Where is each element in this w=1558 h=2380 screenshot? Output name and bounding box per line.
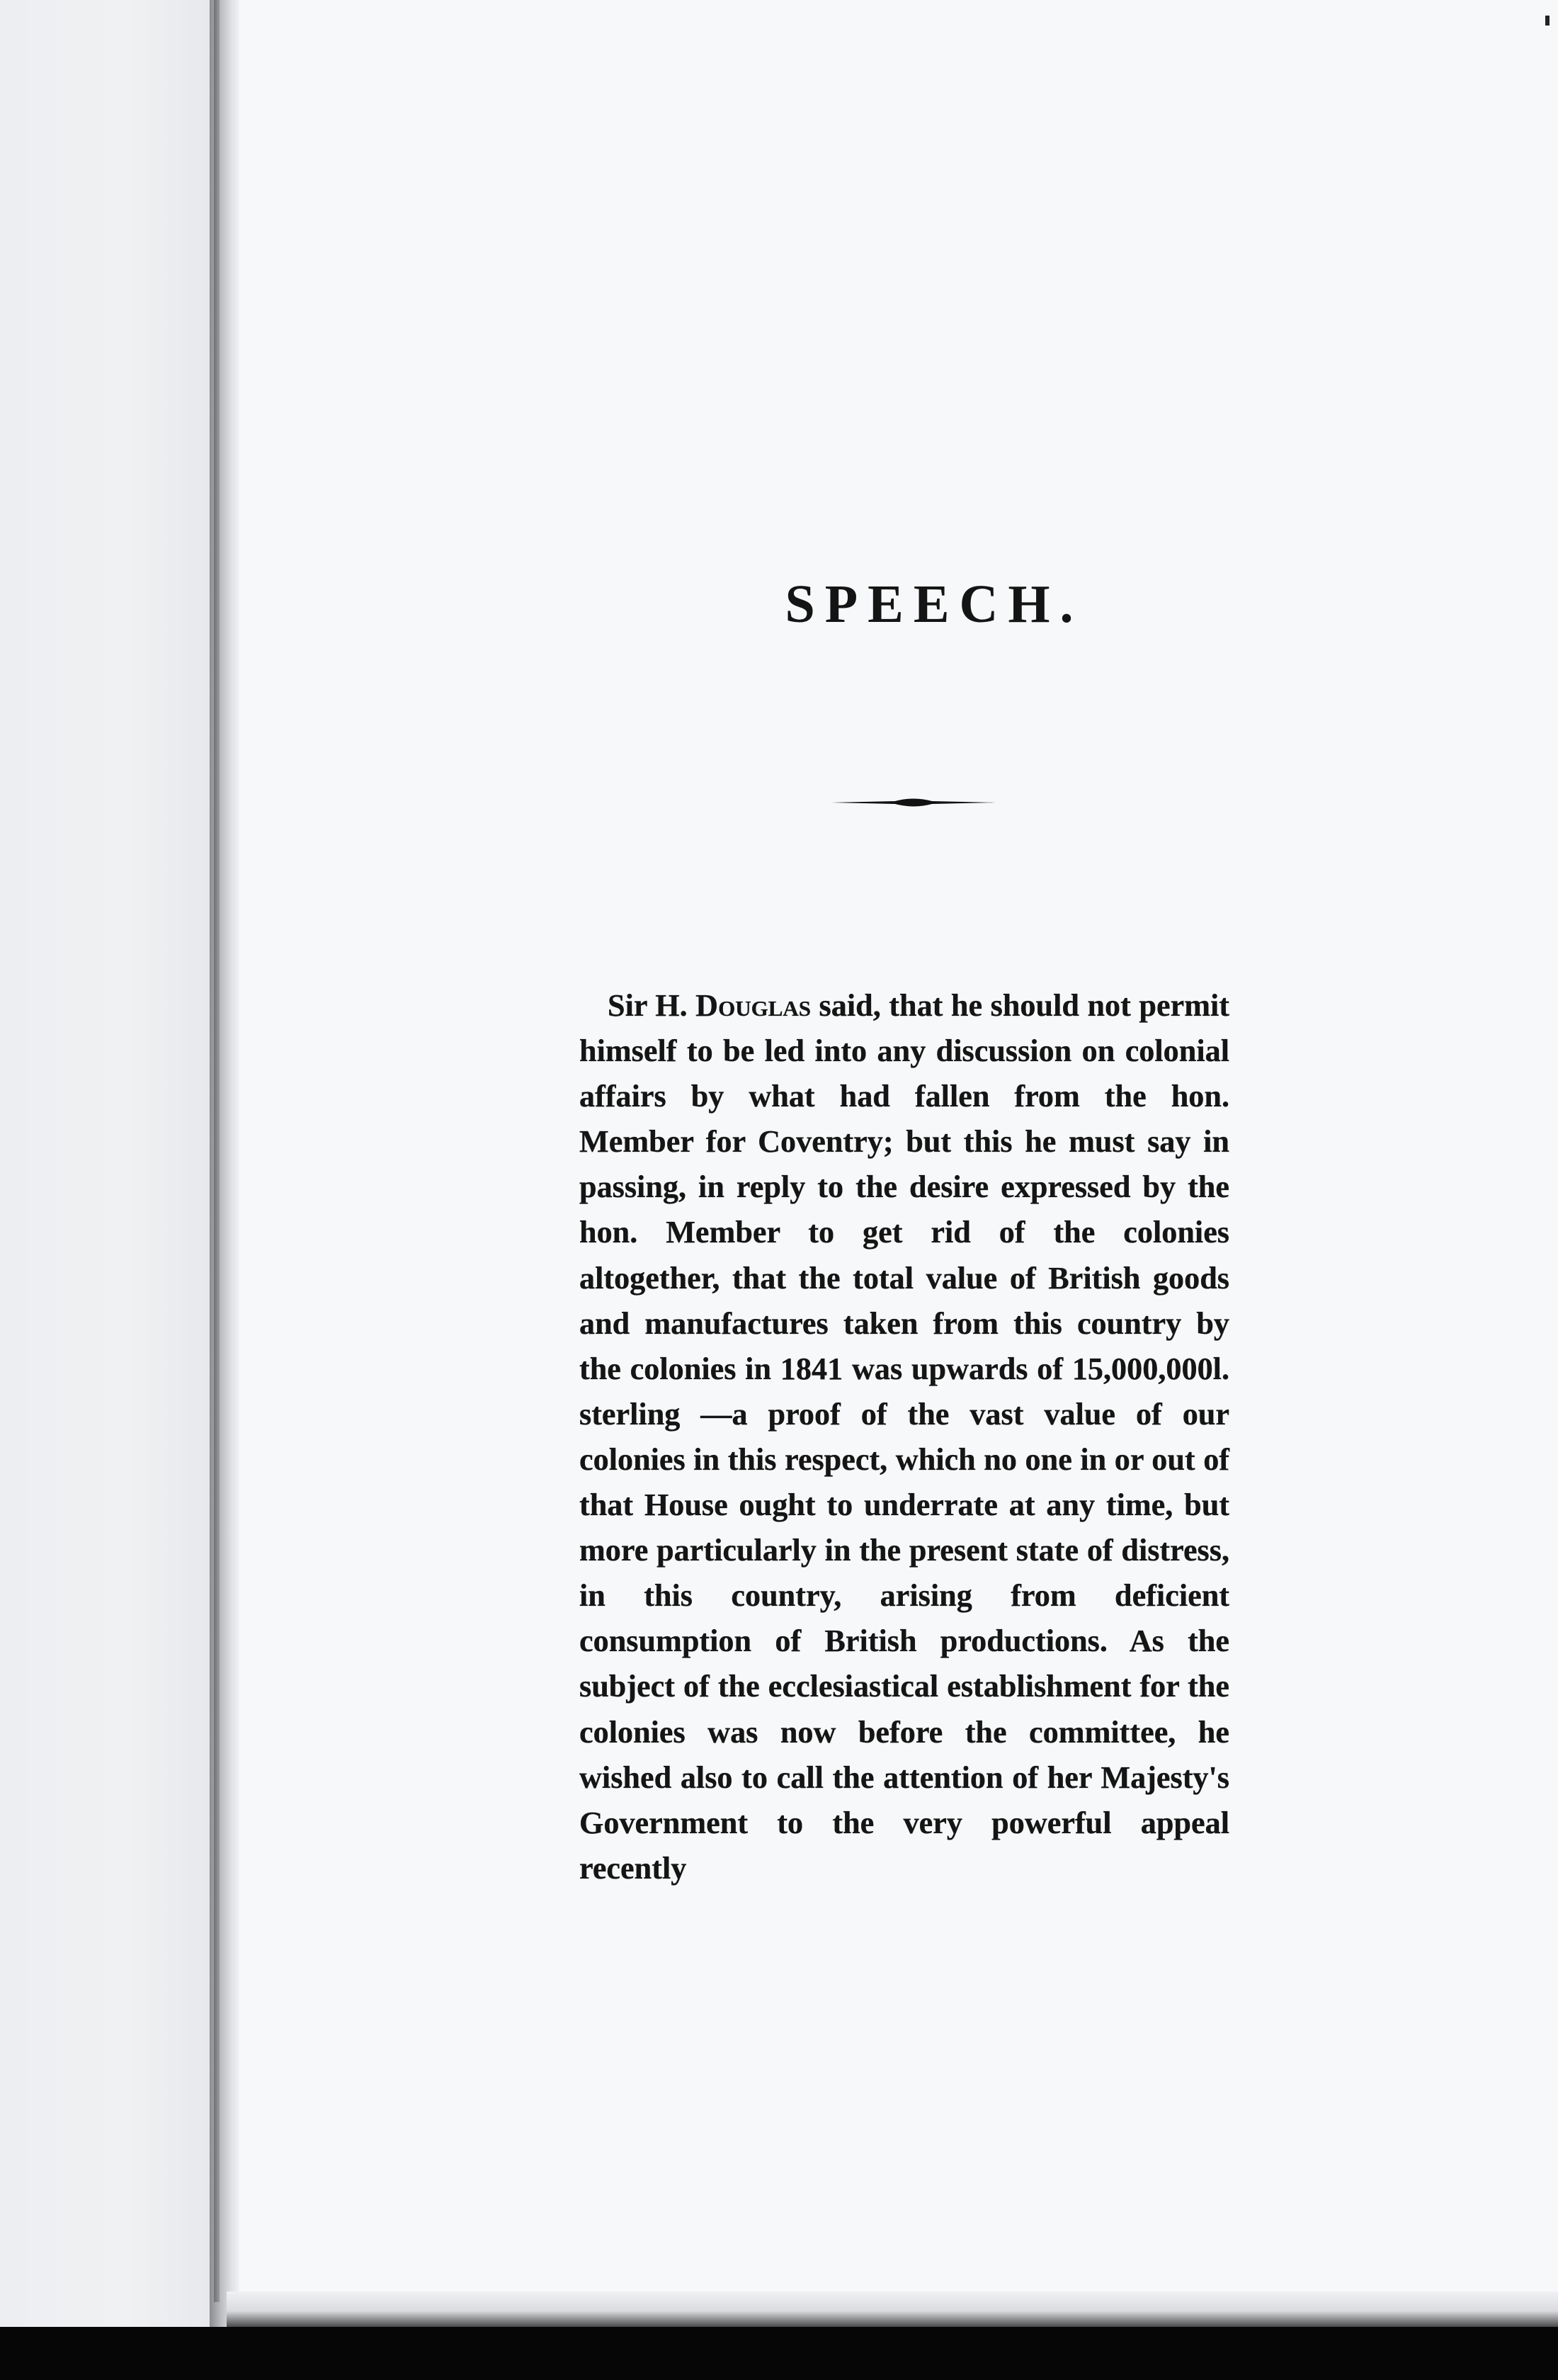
speaker-prefix: Sir H.: [608, 988, 696, 1023]
paragraph-text: said, that he should not permit himself to be led into any discussion on colonial affairs by what had fallen from the hon. Member for Coventry; but this he must say in passing, in reply to the desire expressed by the hon. Member to get rid of the colonies altogether, that the total value of British goods and manufactures taken from this country by the colonies in 1841 was upwards of 15,000,000l. sterling —a proof of the vast value of our colonies in this respect, which no one in or out of that House ought to underrate at any time, but more particularly in the present state of distress, in this country, arising from deficient consumption of British productions. As the subject of the ecclesiastical establishment for the colonies was now before the committee, he wished also to call the attention of her Majesty's Government to the very powerful appeal recently: [579, 988, 1229, 1886]
page-title: SPEECH.: [785, 574, 1084, 634]
previous-page-margin: [0, 0, 212, 2330]
speaker-name: Douglas: [695, 988, 812, 1023]
scan-corner-mark: [1545, 16, 1550, 26]
rule-ornament-icon: [831, 792, 996, 813]
scan-bottom-border: [0, 2327, 1558, 2380]
gutter-shadow-line: [214, 0, 220, 2302]
page-bottom-edge: [227, 2291, 1558, 2330]
speech-paragraph: [579, 983, 1229, 1891]
